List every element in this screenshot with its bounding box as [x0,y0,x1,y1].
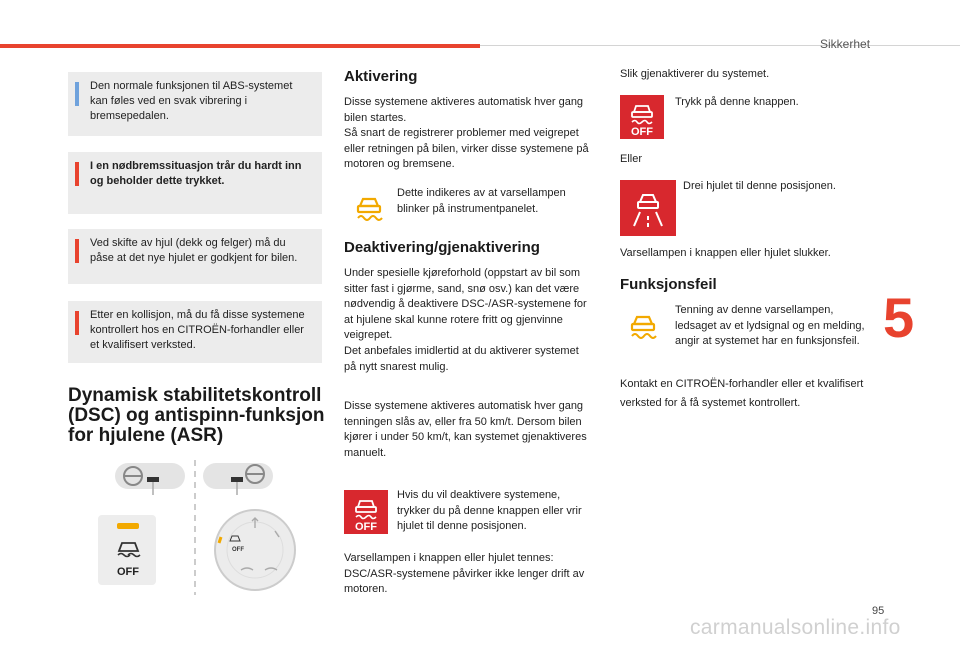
activation-text-2: Så snart de registrerer problemer med veigrepet eller retningen på bilen, virker disse systemene på motoren og bremsene. [344,127,589,170]
info-note-abs [68,72,322,136]
turn-dial-text: Drei hjulet til denne posisjonen. [683,180,836,192]
note-text: Etter en kollisjon, må du få disse systemene kontrollert hos en CITROËN-forhandler eller et kvalifisert verksted. [90,309,305,351]
section-name: Sikkerhet [820,37,871,51]
activation-lamp-text: Dette indikeres av at varsellampen blinker på instrumentpanelet. [397,187,566,215]
page-number: 95 [872,605,885,617]
dsc-off-button-icon [620,95,664,139]
or-text: Eller [620,153,643,165]
activation-text-1: Disse systemene aktiveres automatisk hver gang bilen startes. [344,96,584,124]
deactivation-text-3: Disse systemene aktiveres automatisk hver gang tenningen slås av, eller fra 50 km/t. Dersom bilen kjører i under 50 km/t, kan systemet gjenaktiveres manuelt. [344,400,587,459]
note-text: Den normale funksjonen til ABS-systemet kan føles ved en svak vibrering i bremsepedalen. [90,80,293,122]
header-accent-bar [0,44,480,48]
off-button-label: OFF [117,566,139,578]
info-marker-icon [75,82,79,106]
warning-marker-icon [75,239,79,263]
console-strip-right [203,463,273,489]
header-divider [480,45,960,46]
section-number-tab: 5 [883,286,915,349]
note-text: I en nødbremssituasjon trår du hardt inn og beholder dette trykket. [90,160,302,187]
warning-note-collision [68,301,322,363]
warning-note-emergency-braking [68,152,322,214]
svg-text:OFF: OFF [631,126,653,138]
reactivation-intro: Slik gjenaktiverer du systemet. [620,68,770,80]
warning-marker-icon [75,311,79,335]
page-title: Dynamisk stabilitetskontroll (DSC) og antispinn-funksjon for hjulene (ASR) [68,385,325,446]
dsc-warning-lamp-icon [352,192,386,226]
heading-activation: Aktivering [344,68,418,85]
control-knob [231,477,243,482]
malfunction-lamp-text: Tenning av denne varsellampen, ledsaget av et lydsignal og en melding, angir at systemet har en funksjonsfeil. [675,304,865,347]
warning-lamp [117,523,139,529]
deactivation-button-text: Hvis du vil deaktivere systemene, trykker du på denne knappen eller vrir hjulet til denne posisjonen. [397,489,582,532]
dial-indicator [219,537,221,543]
heading-deactivation: Deaktivering/gjenaktivering [344,239,540,256]
control-knob [147,477,159,482]
press-button-text: Trykk på denne knappen. [675,96,799,108]
watermark: carmanualsonline.info [690,616,901,639]
dashboard-illustration [95,455,335,600]
dial-off-label: OFF [232,547,244,553]
lamp-off-text: Varsellampen i knappen eller hjulet slukker. [620,247,831,259]
deactivation-text-2: Det anbefales imidlertid at du aktiverer systemet på nytt snarest mulig. [344,345,579,373]
dsc-fault-lamp-icon [626,310,660,344]
deactivation-text-1: Under spesielle kjøreforhold (oppstart av bil som sitter fast i gjørme, sand, snø osv.) kan det være nødvendig å deaktivere DSC-/ASR-systemene for at hjulene skal kunne rotere fritt og gjenvinne veigrepet. [344,267,587,341]
deactivation-lamp-text: Varsellampen i knappen eller hjulet tennes: DSC/ASR-systemene påvirker ikke lenger drift av motoren. [344,552,585,595]
svg-text:OFF: OFF [355,521,377,533]
contact-dealer-text: Kontakt en CITROËN-forhandler eller et kvalifisert verksted for å få systemet kontrollert. [620,378,864,409]
note-text: Ved skifte av hjul (dekk og felger) må du påse at det nye hjulet er godkjent for bilen. [90,237,298,264]
warning-marker-icon [75,162,79,186]
heading-malfunction: Funksjonsfeil [620,276,717,293]
dsc-off-button-icon [344,490,388,534]
warning-note-wheel-change [68,229,322,284]
road-mode-position-icon [620,180,676,236]
